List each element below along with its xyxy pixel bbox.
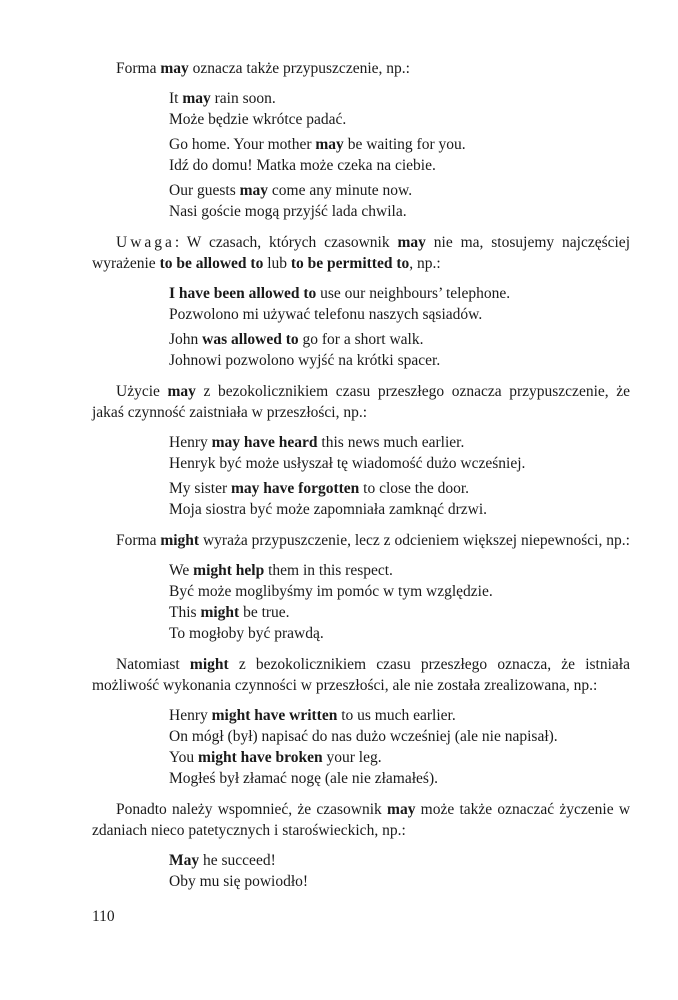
example-line — [169, 350, 630, 371]
bold-term: may — [397, 234, 426, 251]
example-line — [169, 871, 630, 892]
text-run: Moja siostra być może zapomniała zamknąć drzwi. — [169, 501, 488, 518]
section — [92, 58, 630, 222]
text-run: Henry — [169, 434, 212, 451]
text-run: Nasi goście mogą przyjść lada chwila. — [169, 203, 407, 220]
example-line — [169, 602, 630, 623]
text-run: Oby mu się powiodło! — [169, 873, 309, 890]
example-line — [169, 329, 630, 350]
text-run: Pozwolono mi używać telefonu naszych sąsiadów. — [169, 306, 483, 323]
page-body — [92, 58, 630, 902]
text-run: Our guests — [169, 182, 240, 199]
text-run: My sister — [169, 480, 231, 497]
example-group — [169, 134, 630, 176]
example-line — [169, 726, 630, 747]
text-run: Henry — [169, 707, 212, 724]
example-line — [169, 623, 630, 644]
section — [92, 654, 630, 789]
bold-term: to be permitted to — [290, 255, 410, 272]
bold-term: May — [169, 852, 200, 869]
text-run: to close the door. — [359, 480, 470, 497]
paragraph — [92, 381, 630, 423]
bold-term: might have broken — [198, 749, 323, 766]
bold-term: may — [239, 182, 269, 199]
text-run: Użycie — [116, 383, 168, 400]
example-group — [169, 850, 630, 892]
example-line — [169, 304, 630, 325]
text-run: : W czasach, których czasownik — [174, 234, 398, 251]
text-run: rain soon. — [210, 90, 276, 107]
section — [92, 530, 630, 644]
text-run: Forma — [116, 532, 161, 549]
bold-term: may — [182, 90, 211, 107]
bold-term: may have heard — [211, 434, 318, 451]
text-run: he succeed! — [199, 852, 276, 869]
example-line — [169, 88, 630, 109]
bold-term: I have been allowed to — [169, 285, 317, 302]
text-run: Idź do domu! Matka może czeka na ciebie. — [169, 157, 436, 174]
bold-term: may — [387, 801, 416, 818]
text-run: Johnowi pozwolono wyjść na krótki spacer. — [169, 352, 441, 369]
text-run: We — [169, 562, 194, 579]
text-run: your leg. — [322, 749, 382, 766]
text-run: Forma — [116, 60, 161, 77]
example-line — [169, 478, 630, 499]
section — [92, 799, 630, 892]
text-run: z bezokolicznikiem czasu przeszłego oznacza, że istniała możliwość wykonania czynności w przeszłości, ale nie została zrealizowana, np.: — [92, 656, 630, 694]
text-run: lub — [263, 255, 291, 272]
text-run: John — [169, 331, 203, 348]
text-run: Mogłeś był złamać nogę (ale nie złamałeś). — [169, 770, 438, 787]
text-run: go for a short walk. — [298, 331, 424, 348]
example-group — [169, 705, 630, 789]
paragraph — [92, 654, 630, 696]
text-run: be waiting for you. — [343, 136, 466, 153]
example-block — [169, 283, 630, 371]
page-number: 110 — [92, 908, 115, 925]
example-line — [169, 201, 630, 222]
example-block — [169, 850, 630, 892]
text-run: use our neighbours’ telephone. — [316, 285, 511, 302]
example-line — [169, 134, 630, 155]
text-run: Henryk być może usłyszał tę wiadomość dużo wcześniej. — [169, 455, 526, 472]
example-line — [169, 560, 630, 581]
section — [92, 381, 630, 520]
example-group — [169, 478, 630, 520]
example-block — [169, 432, 630, 520]
text-run: oznacza także przypuszczenie, np.: — [188, 60, 410, 77]
example-group — [169, 329, 630, 371]
text-run: this news much earlier. — [317, 434, 465, 451]
example-line — [169, 850, 630, 871]
paragraph — [92, 799, 630, 841]
text-run: To mogłoby być prawdą. — [169, 625, 324, 642]
example-block — [169, 705, 630, 789]
example-line — [169, 432, 630, 453]
text-run: nie ma, stosujemy najczęściej wyrażenie — [92, 234, 630, 272]
paragraph — [92, 232, 630, 274]
example-line — [169, 581, 630, 602]
example-line — [169, 109, 630, 130]
example-line — [169, 180, 630, 201]
text-run: z bezokolicznikiem czasu przeszłego oznacza przypuszczenie, że jakaś czynność zaistniała w przeszłości, np.: — [92, 383, 630, 421]
example-line — [169, 155, 630, 176]
text-run: Ponadto należy wspomnieć, że czasownik — [116, 801, 388, 818]
example-line — [169, 499, 630, 520]
text-run: come any minute now. — [268, 182, 413, 199]
text-run: be true. — [239, 604, 290, 621]
bold-term: to be allowed to — [159, 255, 264, 272]
text-run: Go home. Your mother — [169, 136, 316, 153]
bold-term: may have forgotten — [231, 480, 360, 497]
example-group — [169, 283, 630, 325]
example-group — [169, 180, 630, 222]
text-run: This — [169, 604, 201, 621]
text-run: , np.: — [409, 255, 441, 272]
bold-term: was allowed to — [202, 331, 299, 348]
bold-term: might help — [193, 562, 265, 579]
bold-term: might — [189, 656, 229, 673]
example-block — [169, 88, 630, 222]
bold-term: might have written — [211, 707, 338, 724]
text-run: to us much earlier. — [337, 707, 456, 724]
example-line — [169, 453, 630, 474]
bold-term: may — [160, 60, 189, 77]
bold-term: might — [200, 604, 240, 621]
text-run: wyraża przypuszczenie, lecz z odcieniem większej niepewności, np.: — [199, 532, 630, 549]
example-line — [169, 705, 630, 726]
example-line — [169, 768, 630, 789]
text-run: It — [169, 90, 183, 107]
text-run: Może będzie wkrótce padać. — [169, 111, 347, 128]
spaced-term: Uwaga — [116, 234, 175, 251]
example-line — [169, 747, 630, 768]
text-run: Być może moglibyśmy im pomóc w tym względzie. — [169, 583, 493, 600]
text-run: On mógł (był) napisać do nas dużo wcześniej (ale nie napisał). — [169, 728, 558, 745]
text-run: You — [169, 749, 199, 766]
text-run: them in this respect. — [264, 562, 393, 579]
example-block — [169, 560, 630, 644]
bold-term: may — [167, 383, 196, 400]
paragraph — [92, 58, 630, 79]
text-run: może także oznaczać życzenie w zdaniach nieco patetycznych i staroświeckich, np.: — [92, 801, 631, 839]
bold-term: may — [315, 136, 344, 153]
paragraph — [92, 530, 630, 551]
example-group — [169, 88, 630, 130]
example-line — [169, 283, 630, 304]
example-group — [169, 560, 630, 644]
section — [92, 232, 630, 371]
example-group — [169, 432, 630, 474]
text-run: Natomiast — [116, 656, 190, 673]
bold-term: might — [160, 532, 200, 549]
